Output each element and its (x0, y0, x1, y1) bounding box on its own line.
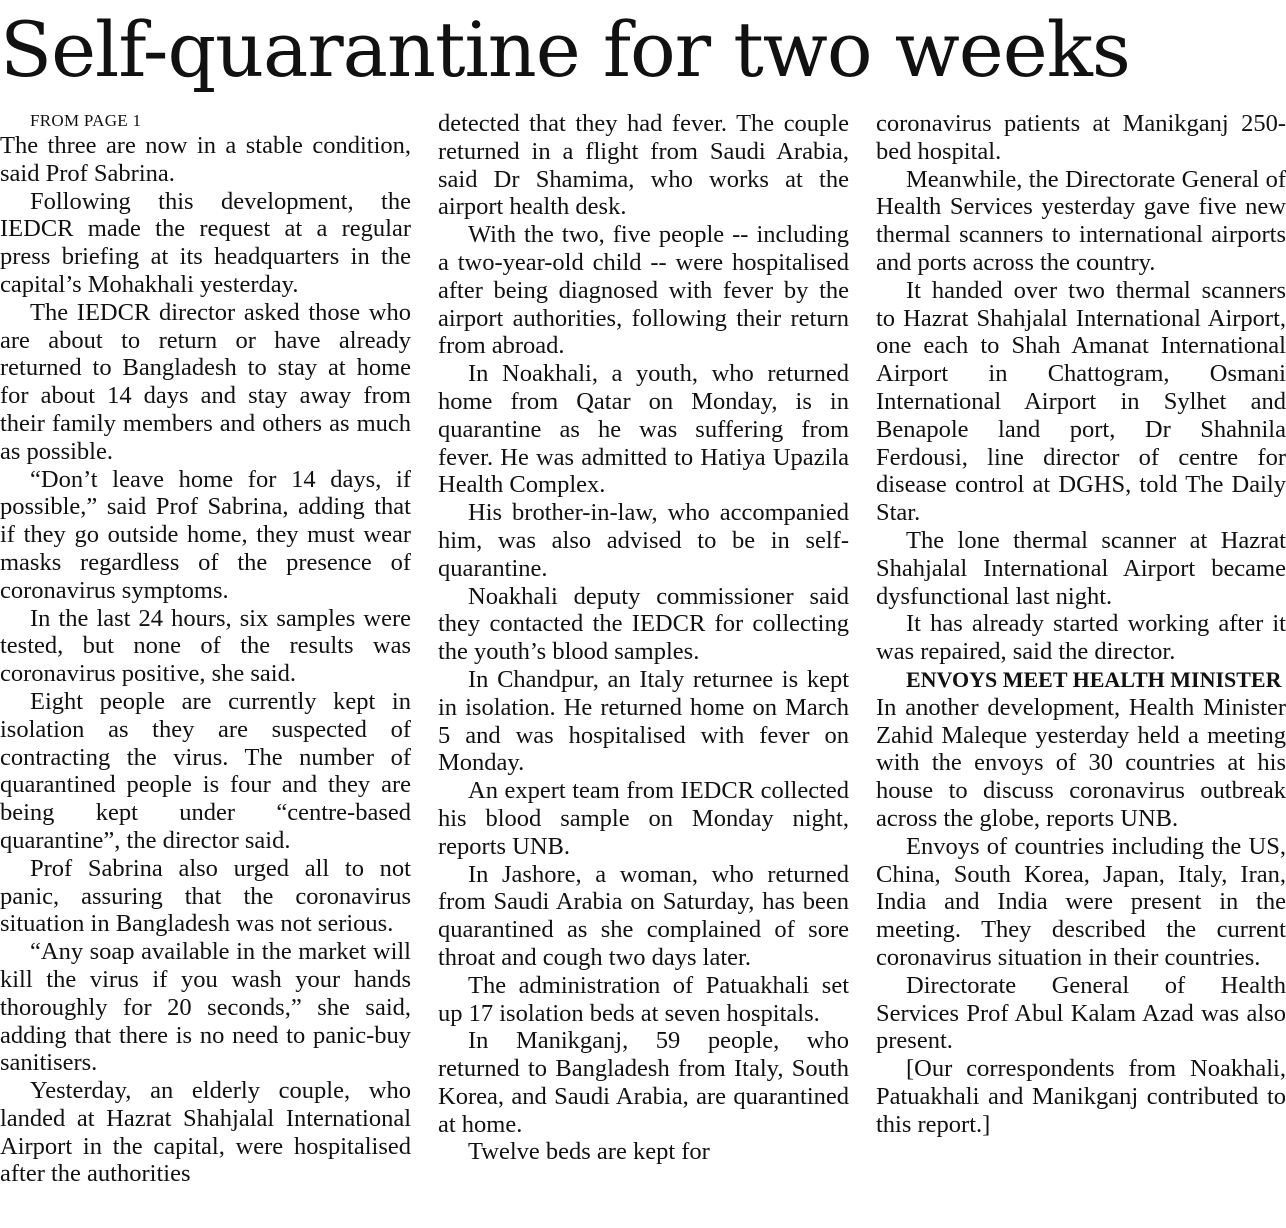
headline: Self-quarantine for two weeks (0, 5, 1130, 94)
paragraph: detected that they had fever. The couple returned in a flight from Saudi Arabia, said Dr Shamima, who works at the airport health desk. (438, 110, 849, 221)
article-column-2 (438, 110, 849, 1224)
paragraph: Envoys of countries including the US, China, South Korea, Japan, Italy, Iran, India and India were present in the meeting. They described the current coronavirus situation in their countries. (876, 832, 1286, 971)
paragraph: It handed over two thermal scanners to Hazrat Shahjalal International Airport, one each to Shah Amanat International Airport in Chattogram, Osmani International Airport in Sylhet and Benapole land port, Dr Shahnila Ferdousi, line director of centre for disease control at DGHS, told The Daily Star. (876, 276, 1286, 527)
paragraph: In Chandpur, an Italy returnee is kept in isolation. He returned home on March 5 and was hospitalised with fever on Monday. (438, 665, 849, 777)
paragraph: Twelve beds are kept for (468, 1138, 710, 1166)
kicker: FROM PAGE 1 (30, 111, 142, 130)
subheading: ENVOYS MEET HEALTH MINISTER (906, 666, 1282, 692)
paragraph: Directorate General of Health Services Prof Abul Kalam Azad was also present. (876, 971, 1286, 1055)
paragraph: In Jashore, a woman, who returned from Saudi Arabia on Saturday, has been quarantined as she complained of sore throat and cough two days later. (438, 860, 849, 971)
paragraph: Meanwhile, the Directorate General of Health Services yesterday gave five new thermal scanners to international airports and ports across the country. (876, 165, 1286, 276)
paragraph: Yesterday, an elderly couple, who landed at Hazrat Shahjalal International Airport in the capital, were hospitalised after the authorities (0, 1077, 411, 1188)
paragraph: An expert team from IEDCR collected his blood sample on Monday night, reports UNB. (438, 777, 849, 860)
article-column-3 (876, 110, 1286, 1224)
paragraph: “Any soap available in the market will kill the virus if you wash your hands thoroughly for 20 seconds,” she said, adding that there is no need to panic-buy sanitisers. (0, 938, 411, 1077)
paragraph: coronavirus patients at Manikganj 250-bed hospital. (876, 110, 1286, 165)
paragraph: In Noakhali, a youth, who returned home from Qatar on Monday, is in quarantine as he was suffering from fever. He was admitted to Hatiya Upazila Health Complex. (438, 360, 849, 499)
paragraph: In another development, Health Minister Zahid Maleque yesterday held a meeting with the envoys of 30 countries at his house to discuss coronavirus outbreak across the globe, reports UNB. (876, 693, 1286, 832)
paragraph: With the two, five people -- including a two-year-old child -- were hospitalised after being diagnosed with fever by the airport authorities, following their return from abroad. (438, 221, 849, 360)
paragraph: In Manikganj, 59 people, who returned to Bangladesh from Italy, South Korea, and Saudi Arabia, are quarantined at home. (438, 1027, 849, 1138)
paragraph: It has already started working after it was repaired, said the director. (876, 610, 1286, 666)
paragraph: Eight people are currently kept in isolation as they are suspected of contracting the virus. The number of quarantined people is four and they are being kept under “centre-based quarantine”, the director said. (0, 687, 411, 854)
paragraph: Following this development, the IEDCR made the request at a regular press briefing at its headquarters in the capital’s Mohakhali yesterday. (0, 187, 411, 298)
article-column-1 (0, 110, 411, 1224)
paragraph: The three are now in a stable condition, said Prof Sabrina. (0, 132, 411, 187)
paragraph: [Our correspondents from Noakhali, Patuakhali and Manikganj contributed to this report.] (876, 1055, 1286, 1138)
paragraph: His brother-in-law, who accompanied him, was also advised to be in self-quarantine. (438, 499, 849, 582)
paragraph: Prof Sabrina also urged all to not panic, assuring that the coronavirus situation in Bangladesh was not serious. (0, 854, 411, 938)
paragraph: “Don’t leave home for 14 days, if possible,” said Prof Sabrina, adding that if they go outside home, they must wear masks regardless of the presence of coronavirus symptoms. (0, 465, 411, 604)
paragraph: The IEDCR director asked those who are about to return or have already returned to Bangladesh to stay at home for about 14 days and stay away from their family members and others as much as possible. (0, 298, 411, 465)
paragraph: In the last 24 hours, six samples were tested, but none of the results was coronavirus positive, she said. (0, 604, 411, 688)
paragraph: Noakhali deputy commissioner said they contacted the IEDCR for collecting the youth’s blood samples. (438, 582, 849, 666)
paragraph: The lone thermal scanner at Hazrat Shahjalal International Airport became dysfunctional last night. (876, 526, 1286, 610)
paragraph: The administration of Patuakhali set up 17 isolation beds at seven hospitals. (438, 971, 849, 1027)
